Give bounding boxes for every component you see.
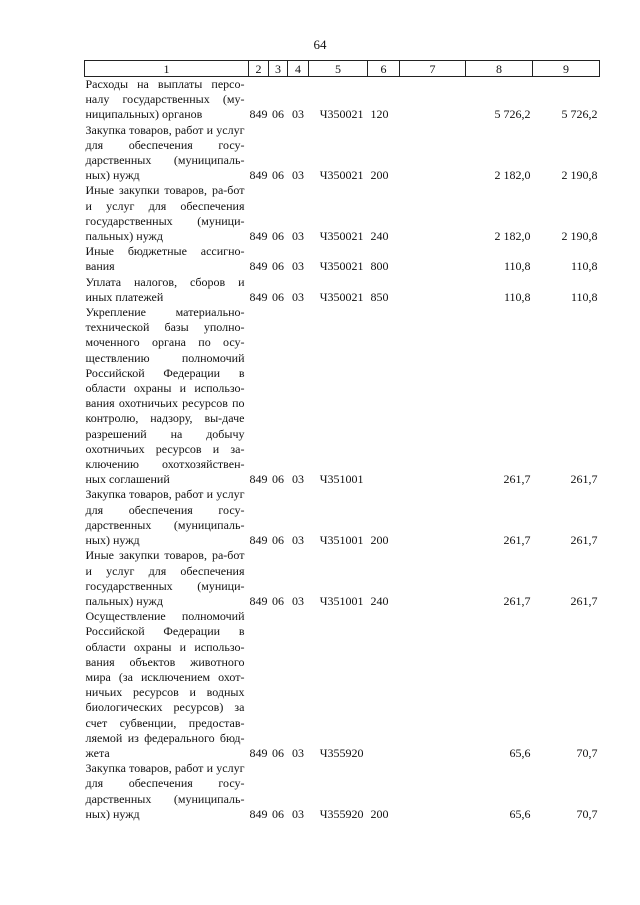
row-grbs: 849: [249, 472, 268, 487]
column-header-7: 7: [400, 61, 466, 77]
table-row: [85, 548, 600, 609]
row-grbs: 849: [249, 259, 268, 274]
row-section: 06: [272, 107, 284, 122]
row-subsection: 03: [292, 593, 304, 608]
row-target-article: Ч350021: [319, 107, 364, 122]
row-expense-type: 240: [370, 229, 389, 244]
row-col7: [400, 183, 466, 244]
row-subsection: 03: [292, 229, 304, 244]
row-amount-year1: 2 182,0: [494, 168, 531, 183]
row-section: 06: [272, 259, 284, 274]
row-target-article: Ч355920: [319, 745, 364, 760]
table-row: [85, 77, 600, 123]
row-amount-year1: 5 726,2: [494, 107, 531, 122]
row-amount-year1: 261,7: [503, 472, 531, 487]
row-grbs: 849: [249, 745, 268, 760]
row-grbs: 849: [249, 107, 268, 122]
column-header-6: 6: [368, 61, 400, 77]
row-name: Расходы на выплаты персо-налу государственных (му-ниципальных) органов: [85, 77, 245, 122]
row-grbs: 849: [249, 168, 268, 183]
row-amount-year1: 2 182,0: [494, 229, 531, 244]
row-col7: [400, 244, 466, 274]
row-expense-type: 800: [370, 259, 389, 274]
row-amount-year1: 110,8: [503, 289, 531, 304]
row-expense-type: [368, 305, 400, 487]
row-subsection: 03: [292, 259, 304, 274]
column-header-1: 1: [85, 61, 249, 77]
row-name: Иные бюджетные ассигно-вания: [85, 244, 245, 274]
row-col7: [400, 77, 466, 123]
row-subsection: 03: [292, 168, 304, 183]
row-name: Укрепление материально-технической базы уполно-моченного органа по осу-ществлению полномочий Российской Федерации в области охраны и использо-вания охотничьих ресурсов по контролю, надзору, вы-даче разрешений на добычу охотничьих ресурсов и за-ключению охотхозяйствен-ных соглашений: [85, 305, 245, 487]
row-expense-type: 120: [370, 107, 389, 122]
row-target-article: Ч355920: [319, 806, 364, 821]
row-amount-year1: 261,7: [503, 593, 531, 608]
row-expense-type: 200: [370, 168, 389, 183]
row-expense-type: 200: [370, 533, 389, 548]
row-expense-type: 850: [370, 289, 389, 304]
column-header-9: 9: [533, 61, 600, 77]
row-name: Уплата налогов, сборов и иных платежей: [85, 274, 245, 304]
column-header-5: 5: [309, 61, 368, 77]
table-row: [85, 609, 600, 761]
table-body: [85, 77, 600, 822]
table-row: [85, 275, 600, 305]
row-section: 06: [272, 593, 284, 608]
table-row: [85, 487, 600, 548]
row-section: 06: [272, 168, 284, 183]
row-section: 06: [272, 745, 284, 760]
row-amount-year2: 70,7: [576, 745, 598, 760]
row-amount-year2: 110,8: [570, 259, 598, 274]
table-row: [85, 305, 600, 487]
row-amount-year2: 2 190,8: [561, 229, 598, 244]
row-col7: [400, 548, 466, 609]
row-grbs: 849: [249, 806, 268, 821]
row-name: Закупка товаров, работ и услуг для обеспечения госу-дарственных (муниципаль-ных) нужд: [85, 122, 245, 183]
row-section: 06: [272, 229, 284, 244]
row-target-article: Ч350021: [319, 168, 364, 183]
row-section: 06: [272, 289, 284, 304]
row-col7: [400, 761, 466, 822]
row-target-article: Ч350021: [319, 259, 364, 274]
row-grbs: 849: [249, 593, 268, 608]
row-col7: [400, 487, 466, 548]
row-name: Осуществление полномочий Российской Федерации в области охраны и использо-вания объектов животного мира (за исключением охот-ничьих ресурсов и водных биологических ресурсов) за счет субвенции, предостав-ляемой из федерального бюд-жета: [85, 609, 245, 760]
row-grbs: 849: [249, 533, 268, 548]
row-target-article: Ч351001: [319, 593, 364, 608]
table-row: [85, 183, 600, 244]
row-subsection: 03: [292, 745, 304, 760]
row-name: Закупка товаров, работ и услуг для обеспечения госу-дарственных (муниципаль-ных) нужд: [85, 761, 245, 821]
row-amount-year1: 261,7: [503, 533, 531, 548]
row-col7: [400, 609, 466, 761]
column-header-3: 3: [269, 61, 288, 77]
row-amount-year2: 261,7: [570, 533, 598, 548]
table-row: [85, 761, 600, 822]
row-subsection: 03: [292, 289, 304, 304]
row-subsection: 03: [292, 806, 304, 821]
row-amount-year2: 261,7: [570, 593, 598, 608]
row-amount-year2: 70,7: [576, 806, 598, 821]
row-subsection: 03: [292, 472, 304, 487]
budget-table: [84, 60, 600, 822]
page-number: 64: [313, 37, 327, 52]
column-header-2: 2: [249, 61, 269, 77]
row-amount-year1: 65,6: [509, 806, 531, 821]
row-amount-year1: 110,8: [503, 259, 531, 274]
row-amount-year1: 65,6: [509, 745, 531, 760]
column-header-4: 4: [288, 61, 309, 77]
column-header-8: 8: [466, 61, 533, 77]
row-amount-year2: 2 190,8: [561, 168, 598, 183]
row-col7: [400, 305, 466, 487]
table-header: [85, 61, 600, 77]
row-amount-year2: 5 726,2: [561, 107, 598, 122]
row-name: Закупка товаров, работ и услуг для обеспечения госу-дарственных (муниципаль-ных) нужд: [85, 487, 245, 548]
row-expense-type: 240: [370, 593, 389, 608]
row-name: Иные закупки товаров, ра-бот и услуг для обеспечения государственных (муници-пальных) нужд: [85, 548, 245, 608]
row-name: Иные закупки товаров, ра-бот и услуг для обеспечения государственных (муници-пальных) нужд: [85, 183, 245, 244]
row-grbs: 849: [249, 229, 268, 244]
row-expense-type: 200: [370, 806, 389, 821]
row-target-article: Ч351001: [319, 472, 364, 487]
row-section: 06: [272, 533, 284, 548]
row-section: 06: [272, 806, 284, 821]
row-col7: [400, 275, 466, 305]
header-row: [85, 61, 600, 77]
row-target-article: Ч351001: [319, 533, 364, 548]
row-section: 06: [272, 472, 284, 487]
row-target-article: Ч350021: [319, 289, 364, 304]
row-grbs: 849: [249, 289, 268, 304]
row-amount-year2: 261,7: [570, 472, 598, 487]
row-subsection: 03: [292, 107, 304, 122]
row-amount-year2: 110,8: [570, 289, 598, 304]
table-row: [85, 123, 600, 184]
row-subsection: 03: [292, 533, 304, 548]
table-row: [85, 244, 600, 274]
row-target-article: Ч350021: [319, 229, 364, 244]
row-expense-type: [368, 609, 400, 761]
row-col7: [400, 123, 466, 184]
